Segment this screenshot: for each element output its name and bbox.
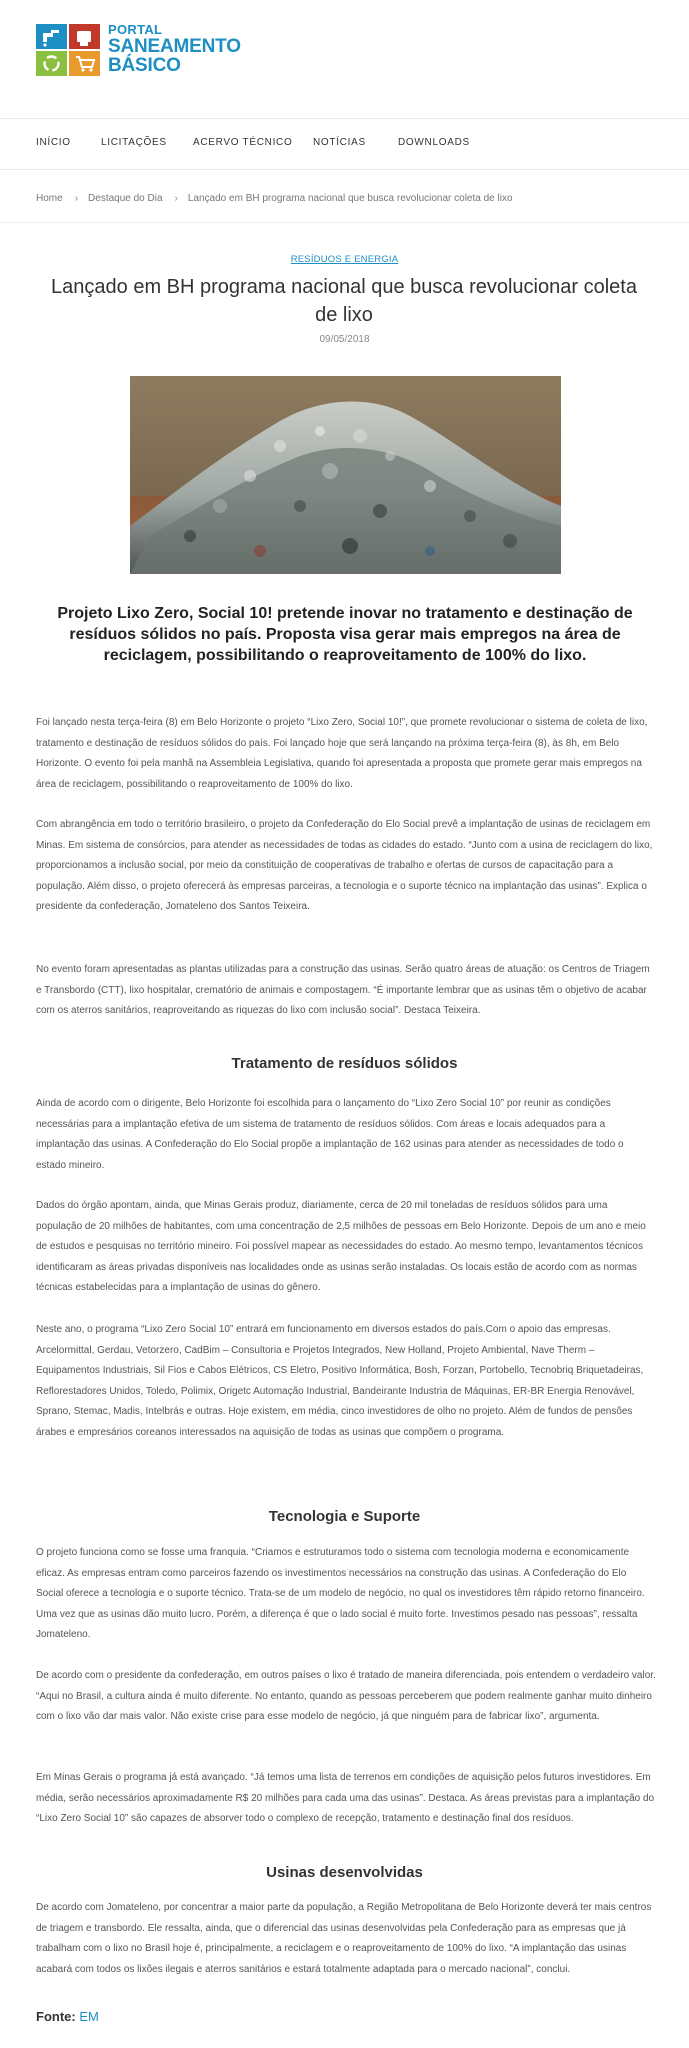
article-paragraph: Ainda de acordo com o dirigente, Belo Horizonte foi escolhida para o lançamento do “Lixo Zero Social 10” por reunir as condições necessárias para a implantação efetiva de um sistema de tratamento de resíduos sólidos. Com áreas e locais adequados para a implantação das usinas. A Confederação do Elo Social propõe a implantação de 162 usinas para atender as necessidades de todo o estado mineiro. — [36, 1098, 624, 1171]
breadcrumb-divider — [0, 222, 689, 223]
article-paragraph: De acordo com Jomateleno, por concentrar a maior parte da população, a Região Metropolitana de Belo Horizonte deverá ter mais centros de triagem e transbordo. Ele ressalta, ainda, que o diferencial das usinas desenvolvidas pela Confederação para as empresas que já trabalham com o lixo no Brasil hoje é, principalmente, a reciclagem e o reaproveitamento de 100% do lixo. “A implantação das usinas acabará com todos os lixões ilegais e aterros sanitários e estará totalmente adaptada para o mercado nacional”, conclui. — [36, 1902, 652, 1975]
site-logo[interactable] — [36, 24, 100, 76]
logo-line-1: SANEAMENTO — [108, 36, 241, 57]
article-paragraph: Com abrangência em todo o território brasileiro, o projeto da Confederação do Elo Social prevê a implantação de usinas de reciclagem em Minas. Em sistema de consórcios, para atender as necessidades de todas as cidades do estado. “Junto com a usina de reciclagem do lixo, proporcionamos a inclusão social, por meio da constituição de cooperativas de trabalho e ofertas de cursos de capacitação para a população. Além disso, o projeto oferecerá às empresas parceiras, a tecnologia e o suporte técnico na implantação das usinas”. Explica o presidente da confederação, Jomateleno dos Santos Teixeira. — [36, 819, 653, 912]
article-lead: Projeto Lixo Zero, Social 10! pretende inovar no tratamento e destinação de resíduos sólidos no país. Proposta visa gerar mais empregos na área de reciclagem, possibilitando o reaproveitamento de 100% do lixo. — [57, 605, 633, 664]
article-paragraph: O projeto funciona como se fosse uma franquia. “Criamos e estruturamos todo o sistema com tecnologia moderna e economicamente eficaz. As empresas entram como parceiros fazendo os investimentos necessários na construção das usinas. A Confederação do Elo Social oferece a tecnologia e o suporte técnico. Trata-se de um modelo de negócio, no qual os investidores têm rápido retorno financeiro. Uma vez que as usinas dão muito lucro. Porém, a diferença é que o lado social é muito forte. Investimos pesado nas pessoas”, ressalta Jomateleno. — [36, 1547, 645, 1640]
article-source — [36, 2009, 99, 2024]
section-heading-tecnologia: Tecnologia e Suporte — [268, 1508, 421, 1525]
breadcrumb-home[interactable]: Home — [36, 193, 63, 204]
article-category[interactable]: RESÍDUOS E ENERGIA — [290, 254, 399, 265]
breadcrumb — [36, 193, 656, 204]
article-hero-image — [130, 376, 561, 574]
source-label: Fonte: — [36, 2009, 76, 2024]
section-heading-usinas: Usinas desenvolvidas — [266, 1864, 423, 1881]
breadcrumb-separator-icon: › — [174, 193, 178, 204]
article-paragraph: Em Minas Gerais o programa já está avançado. “Já temos uma lista de terrenos em condições de aquisição pelos futuros investidores. Em média, serão necessários aproximadamente R$ 20 milhões para cada uma das usinas”. Destaca. As áreas previstas para a implantação do “Lixo Zero Social 10” são capazes de absorver todo o complexo de recepção, tratamento e destinação final dos resíduos. — [36, 1772, 655, 1824]
site-header — [0, 0, 689, 118]
article-paragraph: Dados do órgão apontam, ainda, que Minas Gerais produz, diariamente, cerca de 20 mil toneladas de resíduos sólidos para uma população de 20 milhões de habitantes, com uma concentração de 2,5 milhões de pessoas em Belo Horizonte. Depois de um ano e meio de estudos e pesquisas no território mineiro. Foi possível mapear as necessidades do estado. Ao mesmo tempo, levantamentos técnicos identificaram as áreas privadas disponíveis nas localidades onde as usinas serão instaladas. Os locais estão de acordo com as normas técnicas estabelecidas para a implantação de usinas do gênero. — [36, 1200, 646, 1293]
nav-item-inicio[interactable]: INÍCIO — [36, 137, 71, 148]
breadcrumb-separator-icon: › — [74, 193, 79, 204]
logo-mark-icon — [36, 24, 100, 76]
article-date: 09/05/2018 — [319, 334, 370, 345]
article-paragraph: Foi lançado nesta terça-feira (8) em Belo Horizonte o projeto “Lixo Zero, Social 10!”, que promete revolucionar o sistema de coleta de lixo, tratamento e destinação de resíduos sólidos do país. Foi lançado hoje que será lançando na próxima terça-feira (8), às 8h, em Belo Horizonte. O evento foi pela manhã na Assembleia Legislativa, quando foi apresentada a proposta que promete gerar mais empregos na área de reciclagem, possibilitando o reaproveitamento de 100% do lixo. — [36, 717, 648, 790]
breadcrumb-section[interactable]: Destaque do Dia — [88, 193, 163, 204]
nav-item-acervo-tecnico[interactable]: ACERVO TÉCNICO — [193, 137, 293, 148]
article-paragraph: No evento foram apresentadas as plantas utilizadas para a construção das usinas. Serão quatro áreas de atuação: os Centros de Triagem e Transbordo (CTT), lixo hospitalar, crematório de animais e compostagem. “É importante lembrar que as usinas têm o objetivo de acabar com os aterros sanitários, reaproveitando as riquezas do lixo com inclusão social”. Destaca Teixeira. — [36, 964, 650, 1016]
article-paragraph: Neste ano, o programa “Lixo Zero Social 10” entrará em funcionamento em diversos estados do país.Com o apoio das empresas. Arcelormittal, Gerdau, Vetorzero, CadBim – Consultoria e Projetos Integrados, New Holland, Projeto Ambiental, Nave Therm – Equipamentos Industriais, Sil Fios e Cabos Elétricos, CS Eletro, Positivo Informática, Bosh, Forzan, Portobello, Tecnobriq Briquetadeiras, Reflorestadores Unidos, Toledo, Polimix, Origetc Automação Industrial, Bandeirante Industria de Máquinas, ER-BR Energia Renovável, Sprano, Stemac, Madis, Intelbrás e outras. Hoje existem, em média, cinco investidores de olho no projeto. Além de fundos de pensões árabes e empresários coreanos interessados na aquisição de todas as usinas que compõem o programa. — [36, 1324, 644, 1438]
article-title: Lançado em BH programa nacional que busca revolucionar coleta de lixo — [51, 276, 637, 326]
nav-divider — [0, 169, 689, 170]
article-paragraph: De acordo com o presidente da confederação, em outros países o lixo é tratado de maneira diferenciada, pois entendem o verdadeiro valor. “Aqui no Brasil, a cultura ainda é muito diferente. No entanto, quando as pessoas perceberem que podem realmente ganhar muito dinheiro com o lixo vão dar mais valor. Não existe crise para esse modelo de negócio, já que ninguém para de fabricar lixo”, argumenta. — [36, 1670, 656, 1722]
logo-small-text: PORTAL — [108, 22, 163, 37]
garbage-pile-image — [130, 376, 561, 574]
logo-line-2: BÁSICO — [108, 55, 181, 76]
source-link[interactable]: EM — [79, 2009, 99, 2024]
logo-text — [108, 23, 308, 75]
breadcrumb-current: Lançado em BH programa nacional que busca revolucionar coleta de lixo — [187, 193, 513, 204]
main-nav — [0, 119, 689, 169]
nav-item-downloads[interactable]: DOWNLOADS — [398, 137, 470, 148]
section-heading-tratamento: Tratamento de resíduos sólidos — [231, 1055, 458, 1072]
nav-item-noticias[interactable]: NOTÍCIAS — [313, 137, 366, 148]
nav-item-licitacoes[interactable]: LICITAÇÕES — [101, 137, 167, 148]
